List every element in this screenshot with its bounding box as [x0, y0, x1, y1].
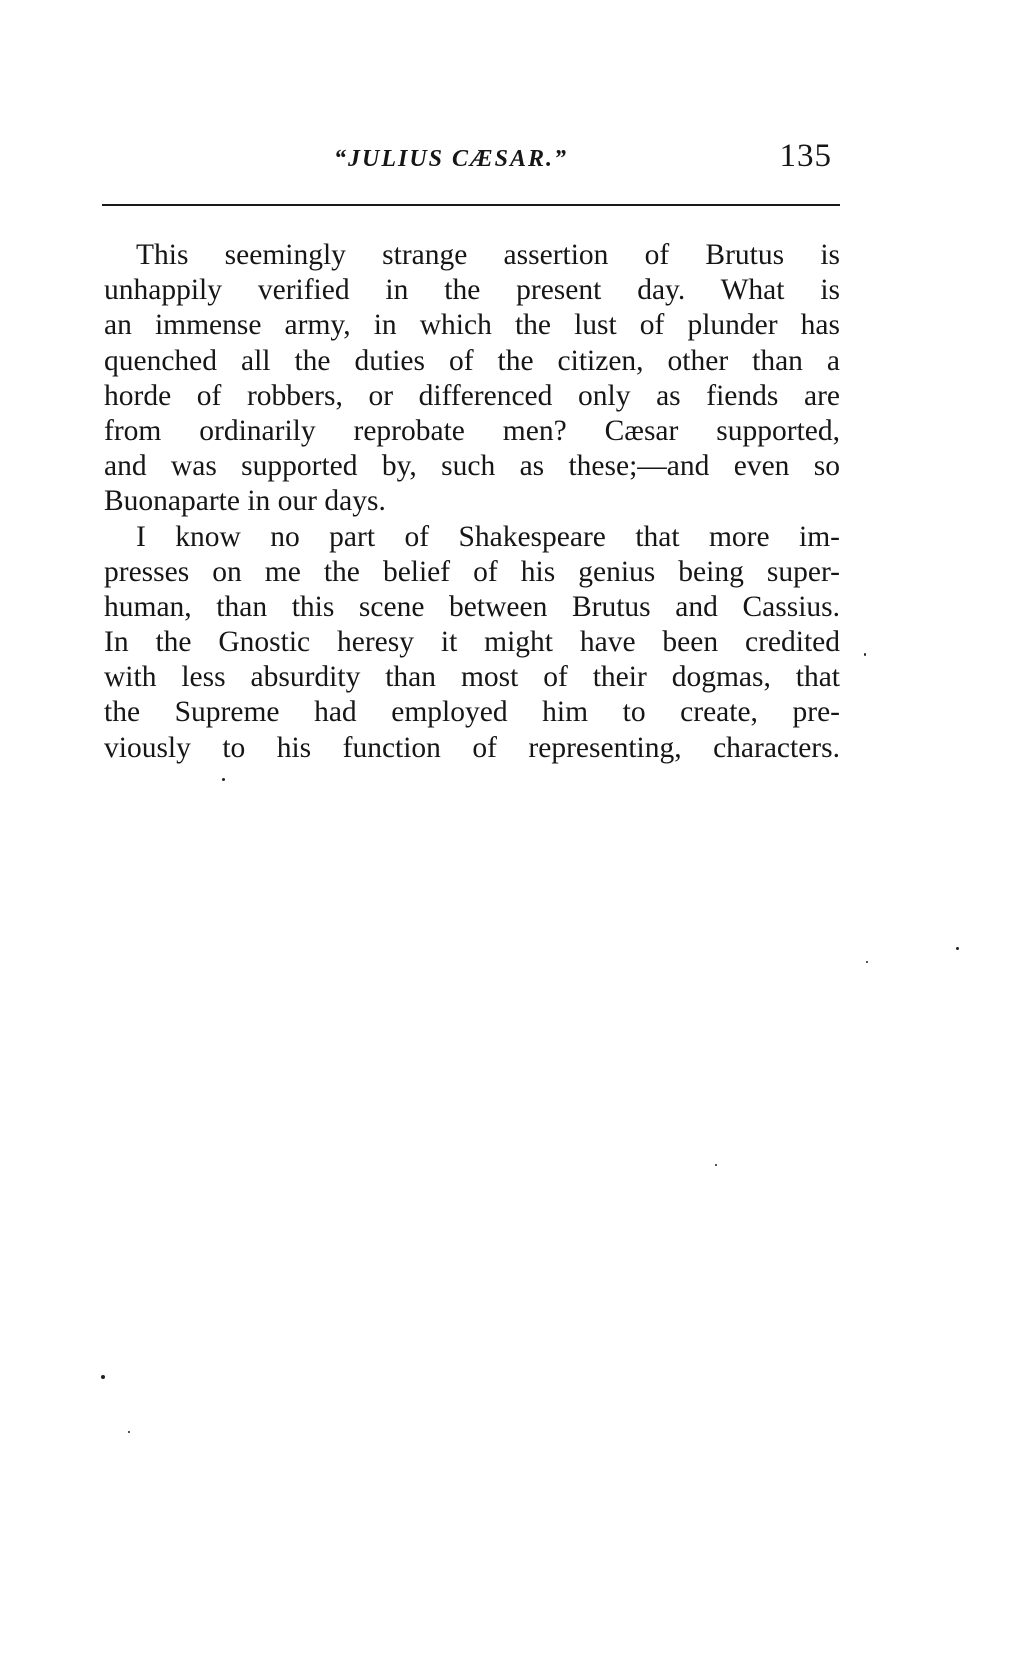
text-line: This seemingly strange assertion of Brutus is [136, 239, 840, 271]
text-line: quenched all the duties of the citizen, other than a [104, 344, 840, 377]
scan-speck [715, 1164, 717, 1166]
scan-speck [864, 653, 866, 656]
paragraph-1 [104, 238, 840, 520]
text-line: presses on me the belief of his genius being super- [104, 555, 840, 588]
scan-speck [222, 778, 225, 781]
text-line: and was supported by, such as these;—and even so [104, 450, 840, 483]
text-line: I know no part of Shakespeare that more im- [136, 520, 840, 553]
body-text [104, 238, 840, 766]
scan-speck [101, 1375, 105, 1379]
text-line: the Supreme had employed him to create, pre- [104, 696, 840, 729]
scan-speck [866, 961, 868, 963]
text-line: viously to his function of representing, characters. [104, 731, 840, 764]
text-line: horde of robbers, or differenced only as fiends are [104, 379, 840, 412]
scan-speck [128, 1431, 130, 1433]
text-line: with less absurdity than most of their dogmas, that [104, 661, 840, 694]
text-line: unhappily verified in the present day. What is [104, 274, 840, 307]
page-number: 135 [779, 138, 832, 174]
scan-speck [956, 947, 959, 950]
paragraph-2 [104, 520, 840, 766]
header-rule [102, 204, 840, 206]
running-title: “JULIUS CÆSAR.” [334, 146, 569, 172]
text-line: Buonaparte in our days. [104, 485, 386, 518]
text-line: from ordinarily reprobate men? Cæsar supported, [104, 414, 840, 447]
text-line: human, than this scene between Brutus and Cassius. [104, 590, 840, 623]
text-line: an immense army, in which the lust of plunder has [104, 309, 840, 342]
running-head [100, 138, 838, 178]
text-line: In the Gnostic heresy it might have been credited [104, 626, 840, 659]
